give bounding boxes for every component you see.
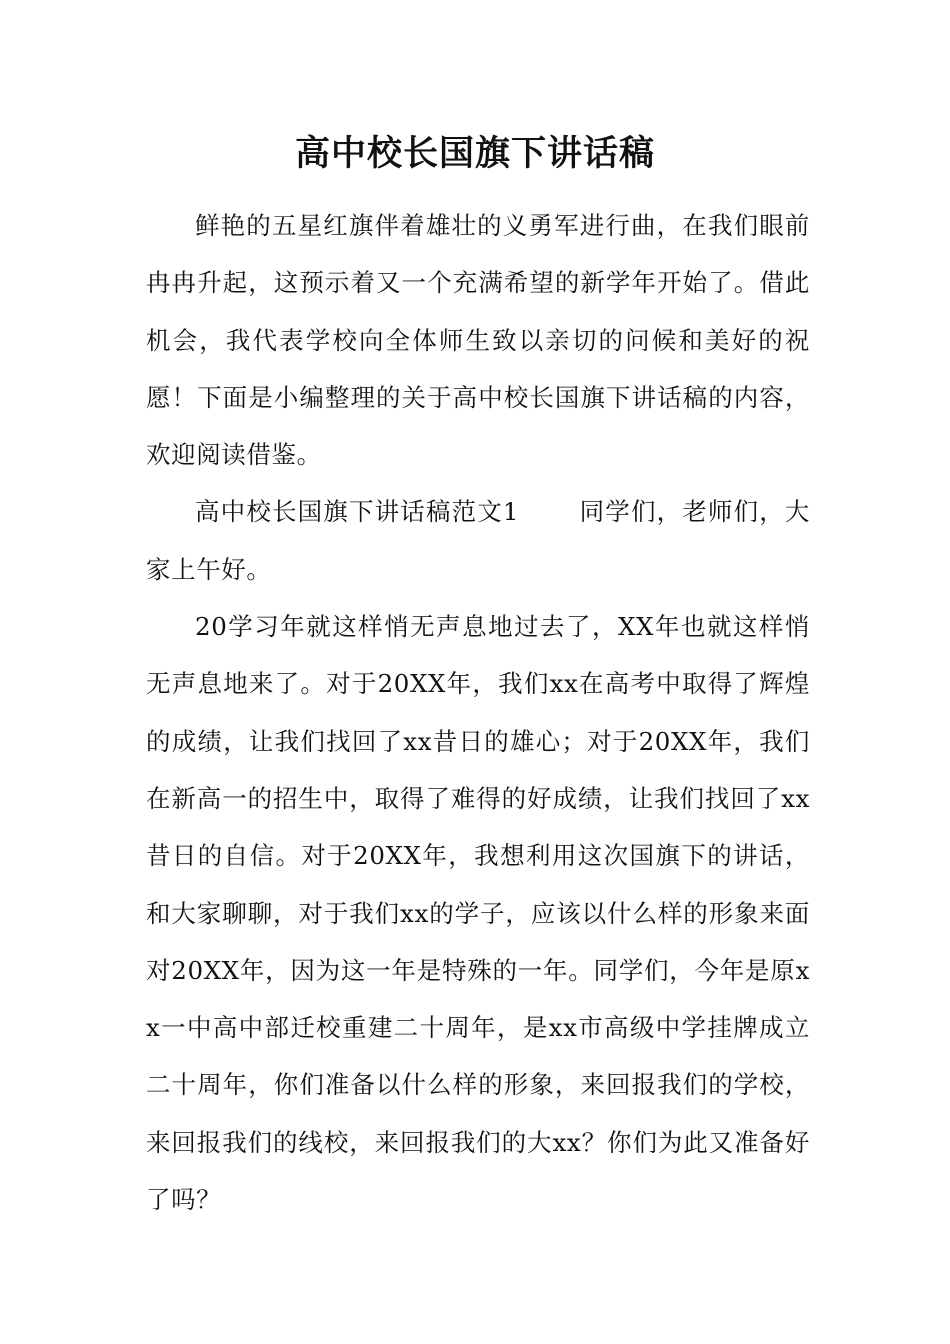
sample-greeting: 同学们，老师们，大家上午好。	[146, 497, 810, 584]
document-body	[146, 197, 810, 1228]
speech-paragraph: 20学习年就这样悄无声息地过去了，XX年也就这样悄无声息地来了。对于20XX年，我们xx在高考中取得了辉煌的成绩，让我们找回了xx昔日的雄心；对于20XX年，我们在新高一的招生中，取得了难得的好成绩，让我们找回了xx昔日的自信。对于20XX年，我想利用这次国旗下的讲话，和大家聊聊，对于我们xx的学子，应该以什么样的形象来面对20XX年，因为这一年是特殊的一年。同学们，今年是原xx一中高中部迁校重建二十周年，是xx市高级中学挂牌成立二十周年，你们准备以什么样的形象，来回报我们的学校，来回报我们的线校，来回报我们的大xx？你们为此又准备好了吗？	[146, 612, 810, 1215]
document-title: 高中校长国旗下讲话稿	[294, 133, 655, 174]
intro-paragraph: 鲜艳的五星红旗伴着雄壮的义勇军进行曲，在我们眼前冉冉升起，这预示着又一个充满希望的新学年开始了。借此机会，我代表学校向全体师生致以亲切的问候和美好的祝愿！下面是小编整理的关于高中校长国旗下讲话稿的内容，欢迎阅读借鉴。	[146, 211, 810, 470]
sample-heading-paragraph	[146, 483, 810, 598]
sample-heading: 高中校长国旗下讲话稿范文1	[195, 497, 520, 527]
